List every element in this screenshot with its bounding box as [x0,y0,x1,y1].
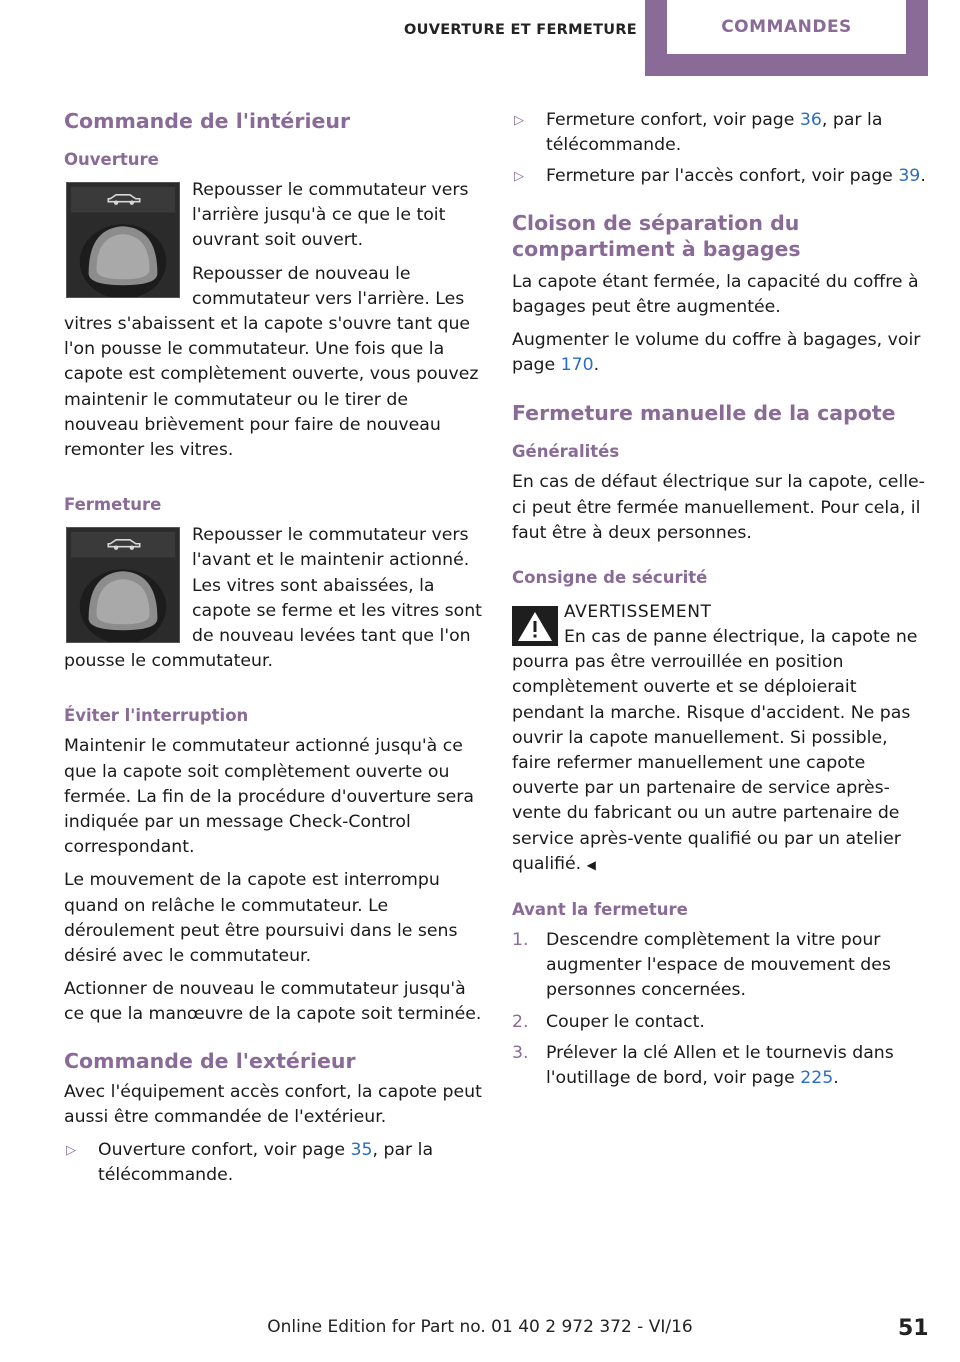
roof-switch-image-closing [66,527,180,643]
heading-manual-closing: Fermeture manuelle de la capote [512,401,896,426]
page-link-170[interactable]: 170 [560,355,594,376]
comfort-list [512,108,930,190]
warning-triangle-icon [512,606,558,646]
page-link-39[interactable]: 39 [898,166,921,187]
opening-paragraph-1: Repousser le commutateur vers l'arrière jusqu'à ce que le toit ouvrant soit ouvert. [192,180,469,251]
step-number: 2. [512,1011,529,1032]
list-item: 1. Descendre complètement la vitre pour augmenter l'espace de mouvement des personnes concernées. [512,930,891,1001]
page-link-225[interactable]: 225 [800,1068,834,1089]
footer-edition: Online Edition for Part no. 01 40 2 972 372 - VI/16 [267,1317,693,1337]
warning-text: En cas de panne électrique, la capote ne pourra pas être verrouillée en position complètement ouverte et se déploierait pendant la marche. Risque d'accident. Ne pas ouvrir la capote manuellement. Si possible, faire refermer manuellement une capote ouverte par un partenaire de service après-vente du fabricant ou un autre partenaire de service après-vente qualifié ou par un atelier qualifié. ◀ [512,627,918,874]
heading-before-closing: Avant la fermeture [512,900,688,920]
exterior-list [64,1138,482,1188]
list-item: ▷ Fermeture par l'accès confort, voir page 39. [512,164,930,189]
opening-block [64,178,482,463]
heading-opening: Ouverture [64,150,159,169]
chapter-tab-label: COMMANDES [667,0,906,54]
roof-switch-icon [67,528,179,642]
left-column [64,108,482,1195]
section-title: OUVERTURE ET FERMETURE [404,22,638,38]
page-number: 51 [898,1316,929,1341]
partition-paragraph-1: La capote étant fermée, la capacité du coffre à bagages peut être augmentée. [512,271,919,317]
opening-paragraph-2: Repousser de nouveau le commutateur vers l'arrière. Les vitres s'abaissent et la capote s'ouvre tant que l'on pousse le commutateur. Une fois que la capote est complètement ouverte, vous pouvez maintenir le commutateur ou le tirer de nouveau brièvement pour faire de nouveau remonter les vitres. [64,263,479,461]
warning-block [512,600,930,878]
page-link-35[interactable]: 35 [350,1140,373,1161]
list-item: ▷ Ouverture confort, voir page 35, par la télécommande. [66,1140,434,1186]
avoid-paragraph-3: Actionner de nouveau le commutateur jusqu'à ce que la manœuvre de la capote soit terminée. [64,979,482,1025]
triangle-bullet-icon: ▷ [514,113,524,128]
list-item: 2. Couper le contact. [512,1010,930,1035]
exterior-paragraph-1: Avec l'équipement accès confort, la capote peut aussi être commandée de l'extérieur. [64,1081,482,1127]
triangle-bullet-icon: ▷ [66,1143,76,1159]
heading-luggage-partition: Cloison de séparation du compartiment à bagages [512,210,801,261]
steps-list [512,928,930,1091]
closing-block [64,523,482,674]
roof-switch-image-opening [66,182,180,298]
heading-exterior-control: Commande de l'extérieur [64,1048,356,1073]
heading-safety: Consigne de sécurité [512,568,708,588]
heading-interior-control: Commande de l'intérieur [64,109,351,133]
step-number: 3. [512,1042,529,1063]
heading-avoid-interruption: Éviter l'interruption [64,706,249,726]
heading-general: Généralités [512,442,620,462]
partition-paragraph-2: Augmenter le volume du coffre à bagages, voir page 170. [512,330,921,376]
general-paragraph-1: En cas de défaut électrique sur la capote, celle-ci peut être fermée manuellement. Pour cela, il faut être à deux personnes. [512,472,925,543]
avoid-paragraph-2: Le mouvement de la capote est interrompu quand on relâche le commutateur. Le déroulement peut être poursuivi dans le sens désiré avec le commutateur. [64,870,458,967]
step-number: 1. [512,930,529,951]
page-link-36[interactable]: 36 [799,110,822,130]
roof-switch-icon [67,183,179,297]
warning-title: AVERTISSEMENT [564,602,712,623]
triangle-bullet-icon: ▷ [514,169,524,185]
chapter-tab [645,0,928,76]
list-item: 3. Prélever la clé Allen et le tournevis dans l'outillage de bord, voir page 225. [512,1042,894,1089]
avoid-paragraph-1: Maintenir le commutateur actionné jusqu'à ce que la capote soit complètement ouverte ou fermée. La fin de la procédure d'ouverture sera indiquée par un message Check-Control correspondant. [64,736,474,858]
closing-paragraph-1: Repousser le commutateur vers l'avant et le maintenir actionné. Les vitres sont abaissées, la capote se ferme et les vitres sont de nouveau levées tant que l'on pousse le commutateur. [64,525,482,672]
right-column [512,108,930,1097]
heading-closing: Fermeture [64,495,162,515]
end-mark-icon: ◀ [586,857,596,872]
list-item: ▷ Fermeture confort, voir page 36, par la télécommande. [514,110,883,156]
